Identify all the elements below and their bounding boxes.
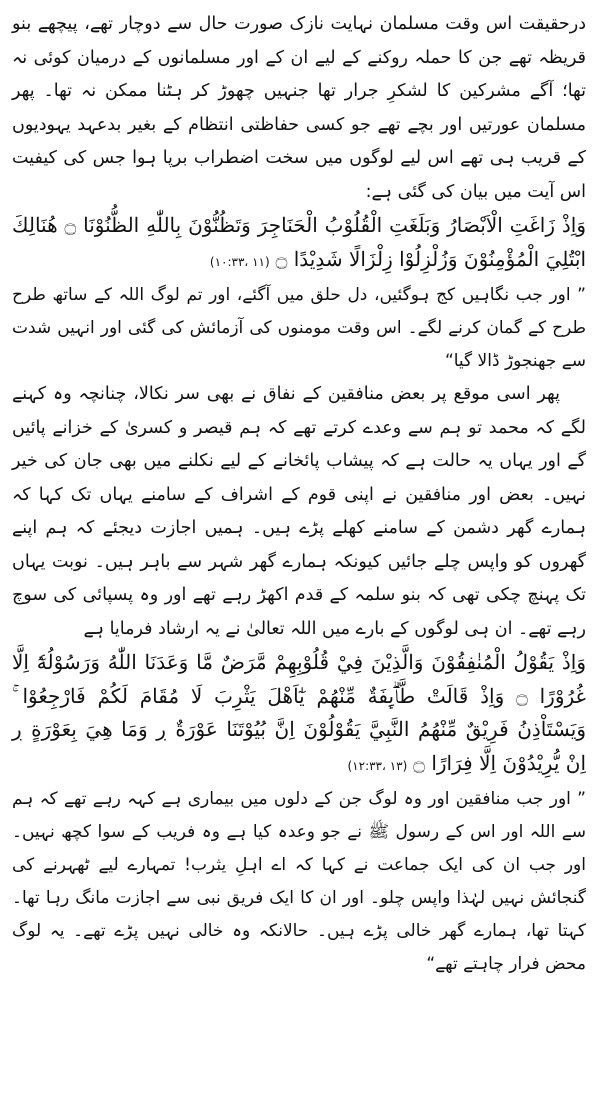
quran-verse-1 bbox=[12, 209, 586, 279]
translation-2: ” اور جب منافقین اور وہ لوگ جن کے دلوں میں بیماری ہے کہہ رہے تھے کہ ہم سے اللہ اور اس کے رسول ﷺ نے جو وعدہ کیا ہے وہ فریب کے سوا کچھ نہیں۔ اور جب ان کی ایک جماعت نے کہا کہ اے اہلِ یثرب! تمہارے لیے ٹھہرنے کی گنجائش نہیں لہٰذا واپس چلو۔ اور ان کا ایک فریق نبی سے اجازت مانگ رہا تھا۔ کہتا تھا، ہمارے گھر خالی پڑے ہیں۔ حالانکہ وہ خالی نہیں پڑے تھے۔ یہ لوگ محض فرار چاہتے تھے“ bbox=[12, 789, 586, 974]
verse-2-text: وَاِذْ يَقُوْلُ الْمُنٰفِقُوْنَ وَالَّذِيْنَ فِيْ قُلُوْبِهِمْ مَّرَضٌ مَّا وَعَدَنَا اللّٰهُ وَرَسُوْلُهٗٓ اِلَّا غُرُوْرًا ۝ وَاِذْ قَالَتْ طَّاۗىِٕفَةٌ مِّنْهُمْ يٰٓاَهْلَ يَثْرِبَ لَا مُقَامَ لَكُمْ فَارْجِعُوْا ۚ وَيَسْتَاْذِنُ فَرِيْقٌ مِّنْهُمُ النَّبِيَّ يَقُوْلُوْنَ اِنَّ بُيُوْتَنَا عَوْرَةٌ ڔ وَمَا هِيَ بِعَوْرَةٍ ڔ اِنْ يُّرِيْدُوْنَ اِلَّا فِرَارًا ۝ bbox=[12, 650, 586, 775]
quran-verse-2 bbox=[12, 646, 586, 783]
paragraph-intro: درحقیقت اس وقت مسلمان نہایت نازک صورت حال سے دوچار تھے، پیچھے بنو قریظہ تھے جن کا حملہ روکنے کے لیے ان کے اور مسلمانوں کے درمیان کوئی نہ تھا؛ آگے مشرکین کا لشکرِ جرار تھا جنہیں چھوڑ کر ہٹنا ممکن نہ تھا۔ پھر مسلمان عورتیں اور بچے تھے جو کسی حفاظتی انتظام کے بغیر بدعہد یہودیوں کے قریب ہی تھے اس لیے لوگوں میں سخت اضطراب برپا ہوا جس کی کیفیت اس آیت میں بیان کی گئی ہے: bbox=[12, 14, 586, 202]
paragraph-hypocrites: پھر اسی موقع پر بعض منافقین کے نفاق نے بھی سر نکالا، چنانچہ وہ کہنے لگے کہ محمد تو ہم سے وعدے کرتے تھے کہ ہم قیصر و کسریٰ کے خزانے پائیں گے اور یہاں یہ حالت ہے کہ پیشاب پائخانے کے لیے نکلنے میں بھی جان کی خیر نہیں۔ بعض اور منافقین نے اپنی قوم کے اشراف کے سامنے یہاں تک کہا کہ ہمارے گھر دشمن کے سامنے کھلے پڑے ہیں۔ ہمیں اجازت دیجئے کہ ہم اپنے گھروں کو واپس چلے جائیں کیونکہ ہمارے گھر شہر سے باہر ہیں۔ نوبت یہاں تک پہنچ چکی تھی کہ بنو سلمہ کے قدم اکھڑ رہے تھے اور وہ پسپائی کی سوچ رہے تھے۔ ان ہی لوگوں کے بارے میں اللہ تعالیٰ نے یہ ارشاد فرمایا ہے bbox=[12, 384, 586, 639]
verse-1-reference: (۱۰:۳۳، ۱۱) bbox=[209, 254, 270, 269]
verse-2-reference: (۱۲:۳۳، ۱۳) bbox=[347, 758, 408, 773]
verse-1-text: وَاِذْ زَاغَتِ الْاَبْصَارُ وَبَلَغَتِ الْقُلُوْبُ الْحَنَاجِرَ وَتَظُنُّوْنَ بِاللّٰهِ الظُّنُوْنَا ۝ هُنَالِكَ ابْتُلِيَ الْمُؤْمِنُوْنَ وَزُلْزِلُوْا زِلْزَالًا شَدِيْدًا ۝ bbox=[12, 213, 586, 271]
translation-1: ” اور جب نگاہیں کج ہوگئیں، دل حلق میں آگئے، اور تم لوگ اللہ کے ساتھ طرح طرح کے گمان کرنے لگے۔ اس وقت مومنوں کی آزمائش کی گئی اور انہیں شدت سے جھنجوڑ ڈالا گیا“ bbox=[12, 285, 586, 371]
